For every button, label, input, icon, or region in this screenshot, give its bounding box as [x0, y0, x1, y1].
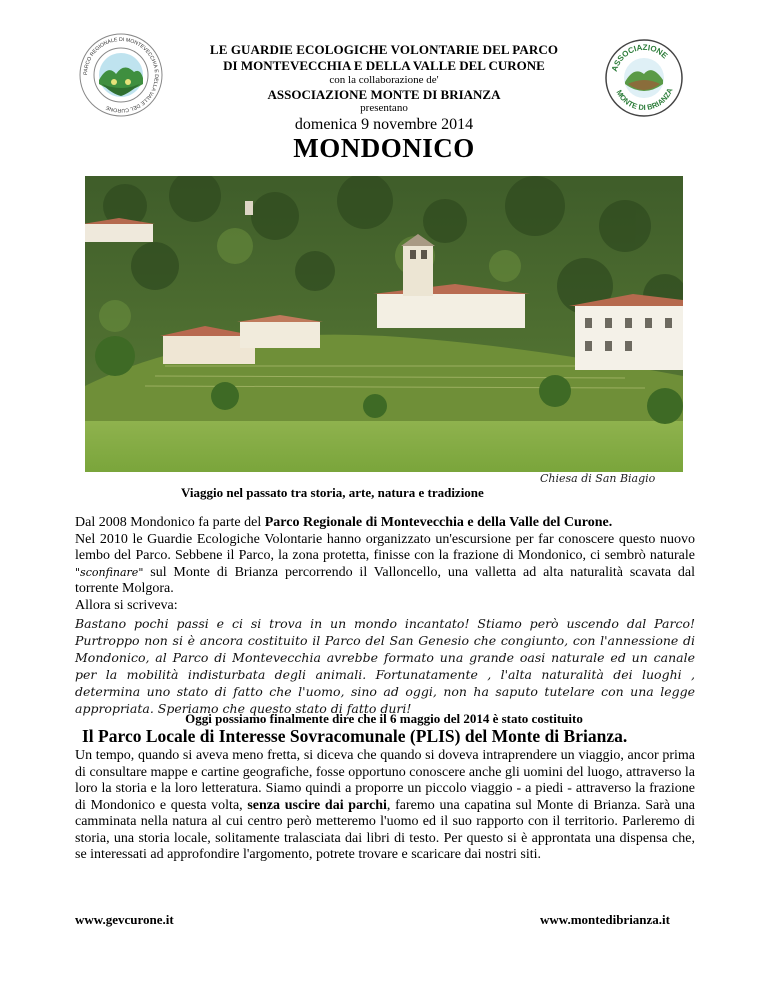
header-presentano: presentano	[360, 102, 408, 114]
header-org-line-1: LE GUARDIE ECOLOGICHE VOLONTARIE DEL PARCO	[209, 42, 559, 57]
photo-caption: Chiesa di San Biagio	[540, 472, 656, 485]
logo-right-top-text: ASSOCIAZIONE	[609, 42, 670, 73]
intro-line-1: Dal 2008 Mondonico fa parte del Parco Regionale di Montevecchia e della Valle del Curone.	[75, 515, 613, 530]
tagline: Viaggio nel passato tra storia, arte, natura e tradizione	[181, 485, 484, 500]
page-title: MONDONICO	[293, 133, 475, 163]
intro-paragraph: Dal 2008 Mondonico fa parte del Parco Regionale di Montevecchia e della Valle del Curone. Nel 2010 le Guardie Ecologiche Volontarie hanno organizzato un'escursione per far conoscere questo nuovo lembo del Parco. Sebbene il Parco, la zona protetta, finisse con la frazione di Mondonico, ci sembrò naturale "sconfinare" sul Monte di Brianza percorrendo il Valloncello, una valletta ad alta naturalità scavata dal torrente Molgora. Allora si scriveva:	[75, 515, 695, 613]
sconfinare-quote: "sconfinare"	[75, 565, 144, 579]
mondonico-photo	[85, 176, 683, 472]
header-association: ASSOCIAZIONE MONTE DI BRIANZA	[267, 87, 501, 102]
header-collab-line: con la collaborazione de'	[329, 74, 439, 86]
park-name: Parco Regionale di Montevecchia e della Valle del Curone.	[264, 515, 613, 530]
announcement-line: Oggi possiamo finalmente dire che il 6 maggio del 2014 è stato costituito	[185, 711, 583, 726]
footer-link-montedibrianza[interactable]: www.montedibrianza.it	[540, 912, 670, 927]
body-paragraph: Un tempo, quando si aveva meno fretta, si diceva che quando si doveva intraprendere un viaggio, ancor prima di consultare mappe e cartine geografiche, fosse opportuno conoscere anche gli uomini del luogo, attraverso la loro la storia e la loro letteratura. Siamo quindi a proporre un piccolo viaggio - a piedi - attraverso la frazione di Mondonico e questa volta, senza uscire dai parchi, faremo una capatina sul Monte di Brianza. Sarà una camminata nella natura al cui centro però metteremo l'uomo ed il suo rapporto con il territorio. Parleremo di storia, una storia locale, solitamente tralasciata dai libri di testo. Per questo si è approntata una dispensa che, se interessati ad approfondire l'argomento, potrete trovare e scaricare dai nostri siti.	[75, 748, 695, 862]
plis-heading: Il Parco Locale di Interesse Sovracomunale (PLIS) del Monte di Brianza.	[82, 726, 628, 746]
event-date: domenica 9 novembre 2014	[294, 116, 474, 133]
intro-line-2: Nel 2010 le Guardie Ecologiche Volontarie hanno organizzato un'escursione per far conoscere questo nuovo lembo del Parco. Sebbene il Parco, la zona protetta, finisse con la frazione di Mondonico, ci sembrò naturale	[75, 531, 695, 563]
logo-left-ring-text: PARCO REGIONALE DI MONTEVECCHIA E DELLA VALLE DEL CURONE	[82, 36, 160, 114]
senza-uscire-bold: senza uscire dai parchi	[247, 797, 387, 813]
intro-line-3: Allora si scriveva:	[75, 597, 178, 613]
historic-quote: Bastano pochi passi e ci si trova in un mondo incantato! Stiamo però uscendo dal Parco! Purtroppo non si è ancora costituito il Parco del San Genesio che congiunto, con l'annessione di Mondonico, al Parco di Montevecchia avrebbe formato una grande oasi naturale ed un canale per la mobilità indisturbata degli animali. Fortunatamente , l'alta naturalità dei luoghi , determina uno stato di fatto che l'uomo, sino ad oggi, non ha saputo tutelare con una legge appropriata. Speriamo che questo stato di fatto duri!	[75, 616, 695, 716]
header-org-line-2: DI MONTEVECCHIA E DELLA VALLE DEL CURONE	[223, 58, 545, 73]
footer-link-gevcurone[interactable]: www.gevcurone.it	[75, 912, 174, 927]
logo-right-bottom-text: MONTE DI BRIANZA	[614, 86, 675, 113]
